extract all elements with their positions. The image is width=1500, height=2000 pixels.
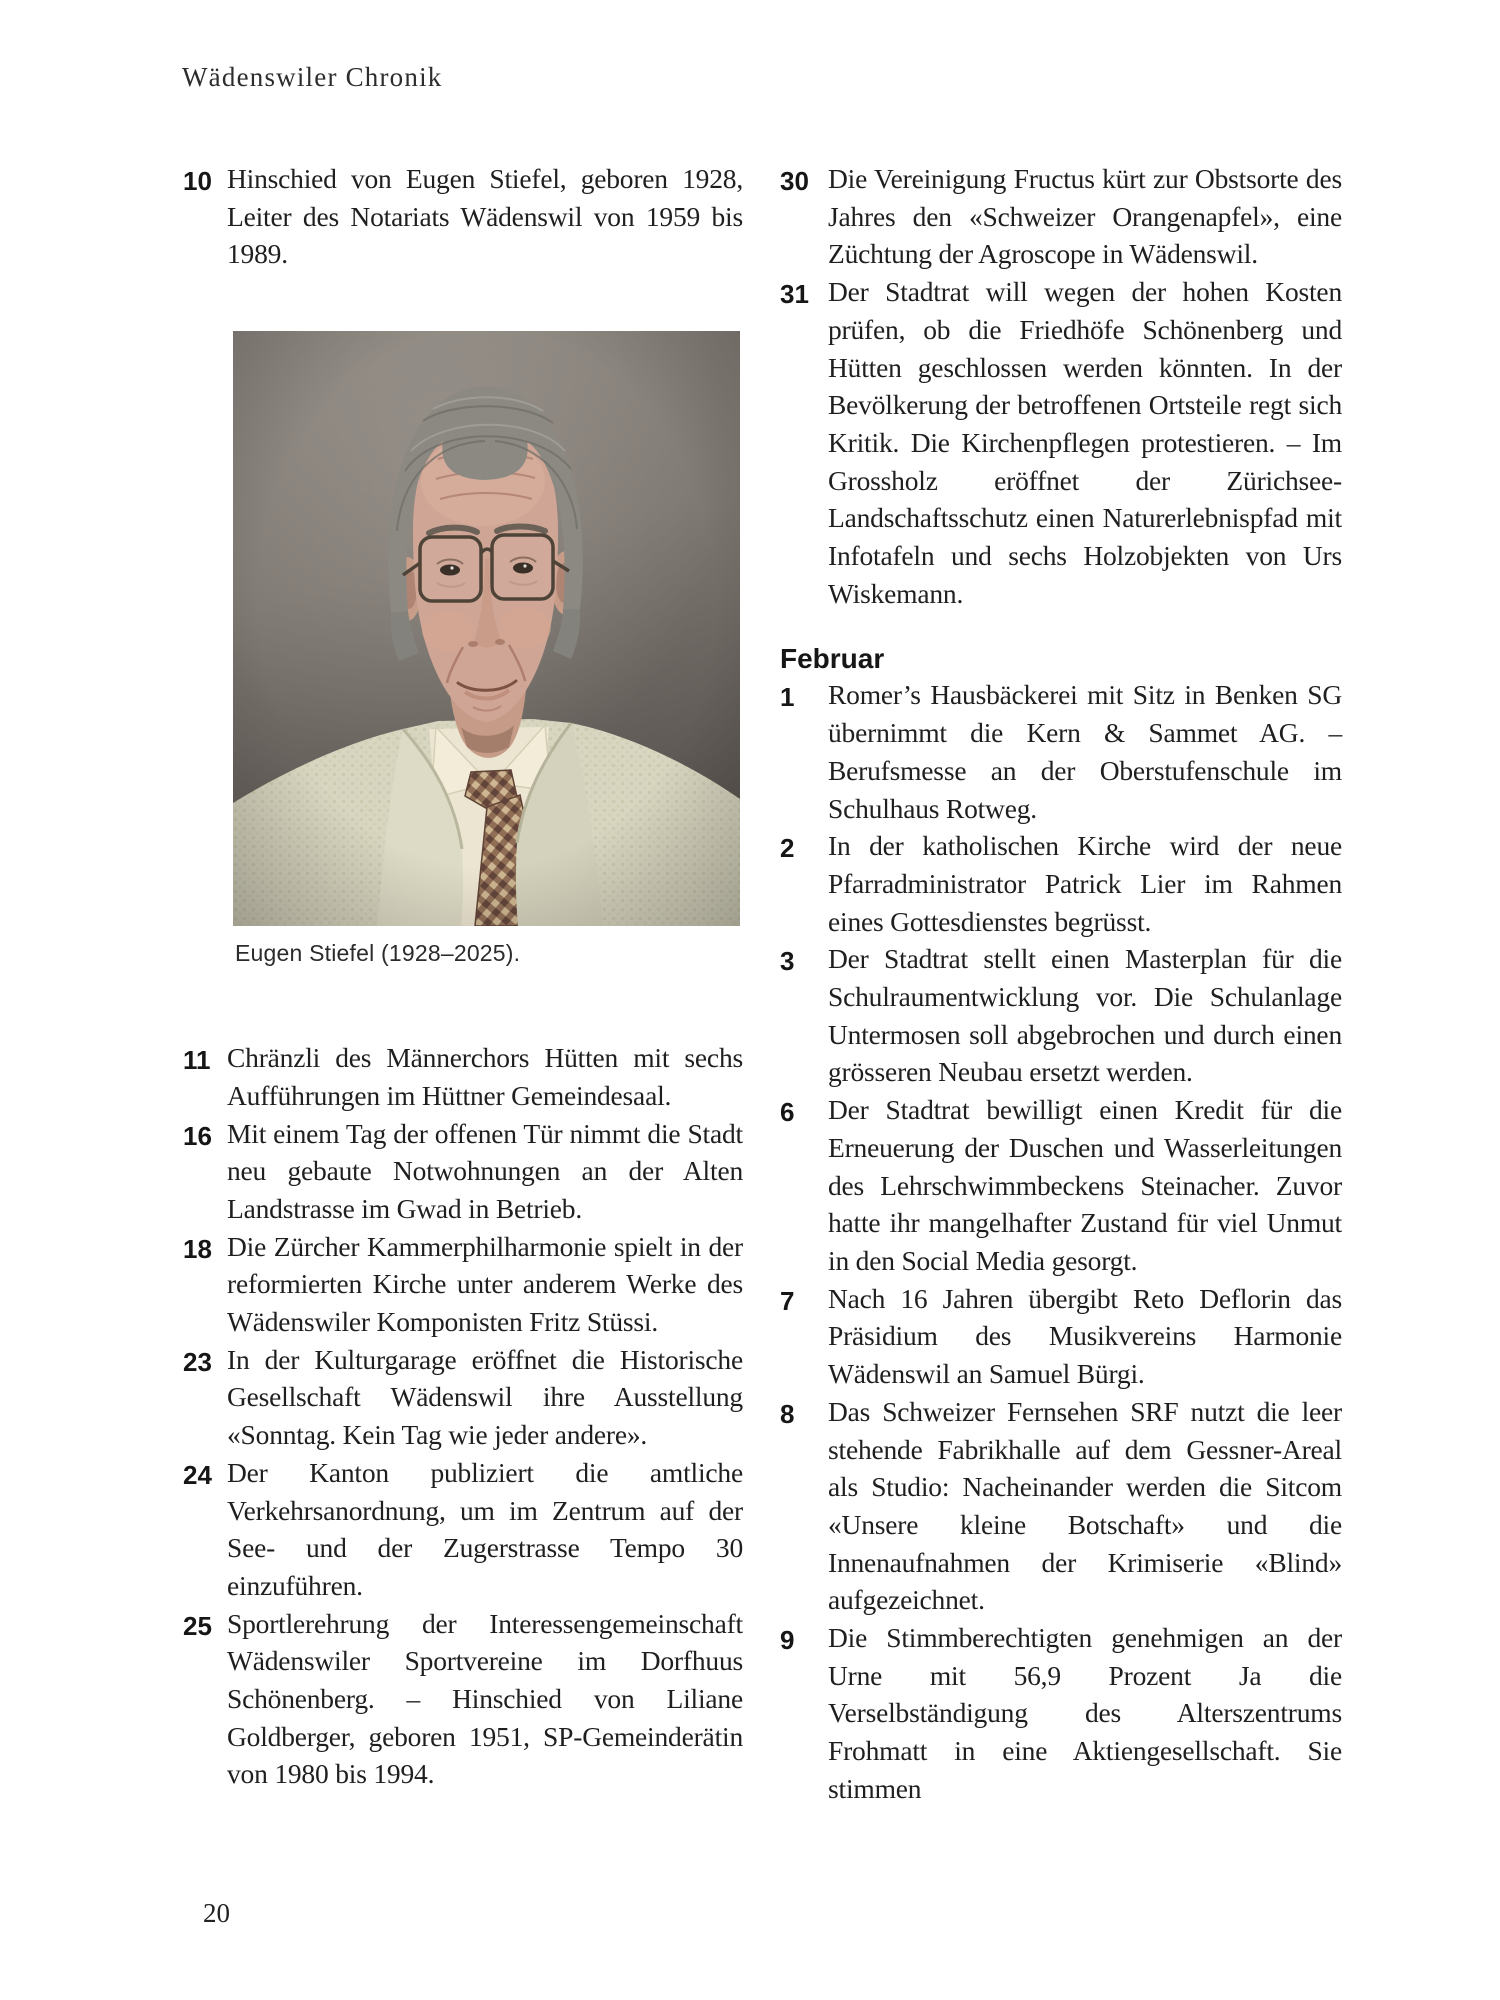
entry-jan-30 <box>780 160 1342 273</box>
entry-text: Die Zürcher Kammerphilharmonie spielt in der reformierten Kirche unter anderem Werke des Wädenswiler Komponisten Fritz Stüssi. <box>227 1230 743 1338</box>
entry-jan-23 <box>183 1341 743 1454</box>
entry-text: Der Stadtrat will wegen der hohen Kosten prüfen, ob die Friedhöfe Schönenberg und Hütten geschlossen werden könnten. In der Bevölkerung der betroffenen Ortsteile regt sich Kritik. Die Kirchenpflegen protestieren. – Im Grossholz eröffnet der Zürichsee-Landschaftsschutz einen Naturerlebnispfad mit Infotafeln und sechs Holzobjekten von Urs Wiskemann. <box>828 276 1342 609</box>
entry-text: Nach 16 Jahren übergibt Reto Deflorin das Präsidium des Musikvereins Harmonie Wädenswil an Samuel Bürgi. <box>828 1282 1342 1390</box>
entry-day-number: 31 <box>780 279 809 310</box>
entry-day-number: 30 <box>780 166 809 196</box>
entry-text: Das Schweizer Fernsehen SRF nutzt die leer stehende Fabrikhalle auf dem Gessner-Areal als Studio: Nacheinander werden die Sitcom «Unsere kleine Botschaft» und die Innenaufnahmen der Krimiserie «Blind» aufgezeichnet. <box>828 1395 1342 1616</box>
entry-day-number: 10 <box>183 166 212 196</box>
entry-text: In der Kulturgarage eröffnet die Historische Gesellschaft Wädenswil ihre Ausstellung «Sonntag. Kein Tag wie jeder andere». <box>227 1343 743 1451</box>
entry-feb-6 <box>780 1091 1342 1280</box>
page-header: Wädenswiler Chronik <box>182 62 443 92</box>
portrait-photo <box>233 331 740 926</box>
entry-day-number: 11 <box>183 1045 211 1076</box>
portrait-figure <box>233 331 743 967</box>
photo-caption: Eugen Stiefel (1928–2025). <box>235 940 521 967</box>
entry-jan-16 <box>183 1115 743 1228</box>
entry-text: Der Stadtrat stellt einen Masterplan für die Schulraumentwicklung vor. Die Schulanlage Untermosen soll abgebrochen und durch einen grösseren Neubau ersetzt werden. <box>828 943 1342 1088</box>
entry-day-number: 8 <box>780 1398 795 1429</box>
entry-text: Hinschied von Eugen Stiefel, geboren 1928, Leiter des Notariats Wädenswil von 1959 bis 1989. <box>227 163 743 270</box>
entry-feb-3 <box>780 940 1342 1091</box>
entry-day-number: 9 <box>780 1625 795 1656</box>
entry-text: Der Stadtrat bewilligt einen Kredit für die Erneuerung der Duschen und Wasserleitungen des Lehrschwimmbeckens Steinacher. Zuvor hatte ihr mangelhafter Zustand für viel Unmut in den Social Media gesorgt. <box>828 1094 1342 1276</box>
entry-day-number: 25 <box>183 1610 212 1641</box>
entry-jan-25 <box>183 1605 743 1794</box>
entry-text: Die Stimmberechtigten genehmigen an der Urne mit 56,9 Prozent Ja die Verselbständigung des Alterszentrums Frohmatt in eine Aktiengesellschaft. Sie stimmen <box>828 1622 1342 1804</box>
entry-day-number: 6 <box>780 1097 795 1128</box>
entry-jan-31 <box>780 273 1342 612</box>
portrait-photo-illustration <box>233 331 740 926</box>
entry-jan-24 <box>183 1454 743 1605</box>
entry-day-number: 2 <box>780 833 795 864</box>
entry-text: Sportlerehrung der Interessengemeinschaft Wädenswiler Sportvereine im Dorfhuus Schönenberg. – Hinschied von Liliane Goldberger, geboren 1951, SP-Gemeinderätin von 1980 bis 1994. <box>227 1607 743 1790</box>
entry-text: Der Kanton publiziert die amtliche Verkehrsanordnung, um im Zentrum auf der See- und der Zugerstrasse Tempo 30 einzuführen. <box>227 1456 743 1601</box>
entry-text: In der katholischen Kirche wird der neue Pfarradministrator Patrick Lier im Rahmen eines Gottesdienstes begrüsst. <box>828 830 1342 937</box>
entry-feb-2 <box>780 827 1342 940</box>
entry-text: Chränzli des Männerchors Hütten mit sechs Aufführungen im Hüttner Gemeindesaal. <box>227 1042 743 1111</box>
entry-feb-7 <box>780 1280 1342 1393</box>
entry-jan-10 <box>183 160 743 273</box>
entry-text: Mit einem Tag der offenen Tür nimmt die Stadt neu gebaute Notwohnungen an der Alten Landstrasse im Gwad in Betrieb. <box>227 1117 743 1224</box>
entry-jan-11 <box>183 1039 743 1114</box>
entry-text: Die Vereinigung Fructus kürt zur Obstsorte des Jahres den «Schweizer Orangenapfel», eine Züchtung der Agroscope in Wädenswil. <box>828 163 1342 270</box>
entry-text: Romer’s Hausbäckerei mit Sitz in Benken SG übernimmt die Kern & Sammet AG. – Berufsmesse an der Oberstufenschule im Schulhaus Rotweg. <box>828 679 1342 824</box>
entry-day-number: 18 <box>183 1233 212 1264</box>
page-number: 20 <box>203 1898 230 1928</box>
right-column <box>780 160 1342 1808</box>
month-heading-februar: Februar <box>780 643 885 675</box>
entry-day-number: 1 <box>780 682 795 713</box>
entry-day-number: 16 <box>183 1120 212 1151</box>
entry-day-number: 3 <box>780 946 795 977</box>
entry-feb-8 <box>780 1393 1342 1619</box>
left-column <box>183 160 743 1793</box>
entry-day-number: 23 <box>183 1346 212 1377</box>
entry-jan-18 <box>183 1228 743 1341</box>
entry-day-number: 7 <box>780 1285 795 1316</box>
entry-feb-9 <box>780 1619 1342 1808</box>
entry-feb-1 <box>780 676 1342 827</box>
entry-day-number: 24 <box>183 1459 212 1490</box>
